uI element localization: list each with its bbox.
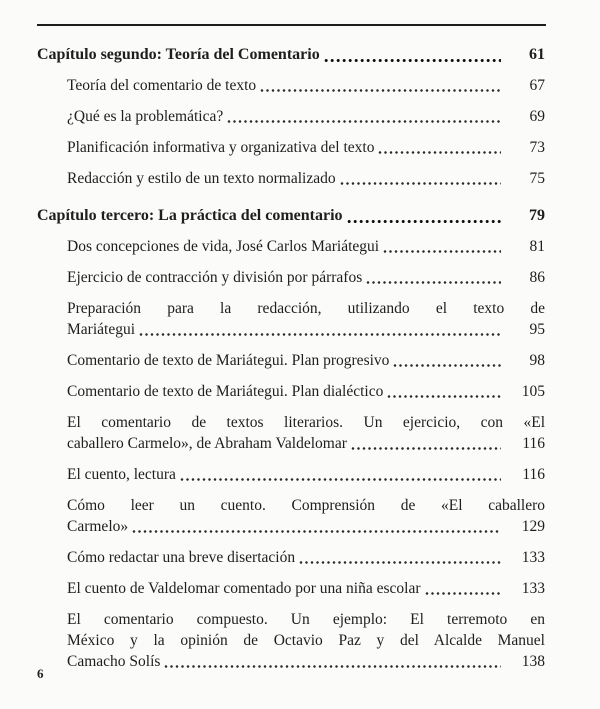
dot-leader <box>324 58 501 63</box>
toc-entry <box>67 495 545 537</box>
toc-entry-line: El comentario de textos literarios. Un ejercicio, con «El <box>67 414 545 431</box>
toc-page-number: 86 <box>529 269 545 286</box>
toc-entry-last-line <box>67 267 545 288</box>
dot-leader <box>164 664 501 669</box>
toc-entry-last-line <box>67 516 545 537</box>
toc-page-number: 81 <box>529 238 545 255</box>
toc-entry-title: Comentario de texto de Mariátegui. Plan progresivo <box>67 352 390 369</box>
toc-entry-last-line <box>67 236 545 257</box>
header-rule <box>37 24 546 26</box>
toc-entry-last-line <box>67 106 545 127</box>
toc-entry-last-line <box>67 464 545 485</box>
toc-entry <box>67 267 545 288</box>
table-of-contents <box>37 44 545 682</box>
toc-entry <box>67 547 545 568</box>
toc-entry-title: Capítulo tercero: La práctica del comentario <box>37 207 343 224</box>
toc-entry-last-line <box>67 75 545 96</box>
toc-entry-title: Camacho Solís <box>67 653 161 670</box>
toc-entry-last-line <box>67 350 545 371</box>
toc-page-number: 95 <box>529 321 545 338</box>
toc-entry-line: Cómo leer un cuento. Comprensión de «El caballero <box>67 497 545 514</box>
dot-leader <box>227 119 501 124</box>
toc-entry <box>67 137 545 158</box>
toc-entry <box>67 236 545 257</box>
toc-page-number: 116 <box>522 466 545 483</box>
toc-entry-title: El cuento de Valdelomar comentado por una niña escolar <box>67 580 421 597</box>
toc-entry-last-line <box>67 547 545 568</box>
toc-entry-last-line <box>67 137 545 158</box>
toc-entry-title: Mariátegui <box>67 321 136 338</box>
dot-leader <box>299 560 501 565</box>
toc-entry-title: Carmelo» <box>67 518 129 535</box>
toc-page-number: 73 <box>529 139 545 156</box>
toc-entry <box>67 106 545 127</box>
toc-entry-line: Preparación para la redacción, utilizando el texto de <box>67 300 545 317</box>
toc-entry-title: Comentario de texto de Mariátegui. Plan dialéctico <box>67 383 384 400</box>
toc-entry-line: México y la opinión de Octavio Paz y del Alcalde Manuel <box>67 632 545 649</box>
toc-entry <box>67 350 545 371</box>
toc-entry-last-line <box>67 381 545 402</box>
toc-page-number: 133 <box>521 580 545 597</box>
dot-leader <box>383 249 501 254</box>
dot-leader <box>366 280 501 285</box>
toc-entry <box>37 205 545 226</box>
toc-page-number: 98 <box>529 352 545 369</box>
toc-entry-title: Teoría del comentario de texto <box>67 77 257 94</box>
toc-entry-last-line <box>37 205 545 226</box>
dot-leader <box>393 363 501 368</box>
dot-leader <box>180 477 501 482</box>
toc-entry-last-line <box>67 433 545 454</box>
dot-leader <box>425 591 501 596</box>
toc-entry <box>67 578 545 599</box>
toc-entry-title: Ejercicio de contracción y división por párrafos <box>67 269 363 286</box>
folio-page-number: 6 <box>37 666 44 681</box>
toc-entry-last-line <box>67 319 545 340</box>
toc-entry <box>67 464 545 485</box>
toc-entry-title: caballero Carmelo», de Abraham Valdelomar <box>67 435 347 452</box>
toc-entry-title: Redacción y estilo de un texto normalizado <box>67 170 336 187</box>
toc-entry-last-line <box>67 651 545 672</box>
toc-entry-last-line <box>67 168 545 189</box>
toc-entry-title: Planificación informativa y organizativa del texto <box>67 139 375 156</box>
toc-entry-line: El comentario compuesto. Un ejemplo: El terremoto en <box>67 611 545 628</box>
toc-entry-title: Dos concepciones de vida, José Carlos Mariátegui <box>67 238 380 255</box>
toc-entry-title: El cuento, lectura <box>67 466 176 483</box>
dot-leader <box>340 181 501 186</box>
toc-entry-title: Capítulo segundo: Teoría del Comentario <box>37 46 320 63</box>
toc-entry-title: ¿Qué es la problemática? <box>67 108 224 125</box>
toc-page-number: 129 <box>521 518 545 535</box>
toc-page-number: 116 <box>522 435 545 452</box>
dot-leader <box>347 219 501 224</box>
toc-entry-title: Cómo redactar una breve disertación <box>67 549 296 566</box>
dot-leader <box>132 529 501 534</box>
toc-page-number: 138 <box>521 653 545 670</box>
dot-leader <box>378 150 501 155</box>
toc-entry <box>67 298 545 340</box>
toc-page-number: 69 <box>529 108 545 125</box>
toc-entry <box>67 168 545 189</box>
toc-entry <box>67 75 545 96</box>
toc-entry-last-line <box>67 578 545 599</box>
toc-page-number: 79 <box>529 207 545 224</box>
dot-leader <box>260 88 501 93</box>
dot-leader <box>351 446 501 451</box>
toc-page-number: 75 <box>529 170 545 187</box>
toc-page-number: 105 <box>521 383 545 400</box>
toc-entry-last-line <box>37 44 545 65</box>
toc-page-number: 133 <box>521 549 545 566</box>
toc-entry <box>67 412 545 454</box>
toc-entry <box>67 381 545 402</box>
toc-entry <box>37 44 545 65</box>
dot-leader <box>139 332 501 337</box>
dot-leader <box>387 394 501 399</box>
toc-entry <box>67 609 545 672</box>
toc-page-number: 61 <box>529 46 545 63</box>
toc-page-number: 67 <box>529 77 545 94</box>
